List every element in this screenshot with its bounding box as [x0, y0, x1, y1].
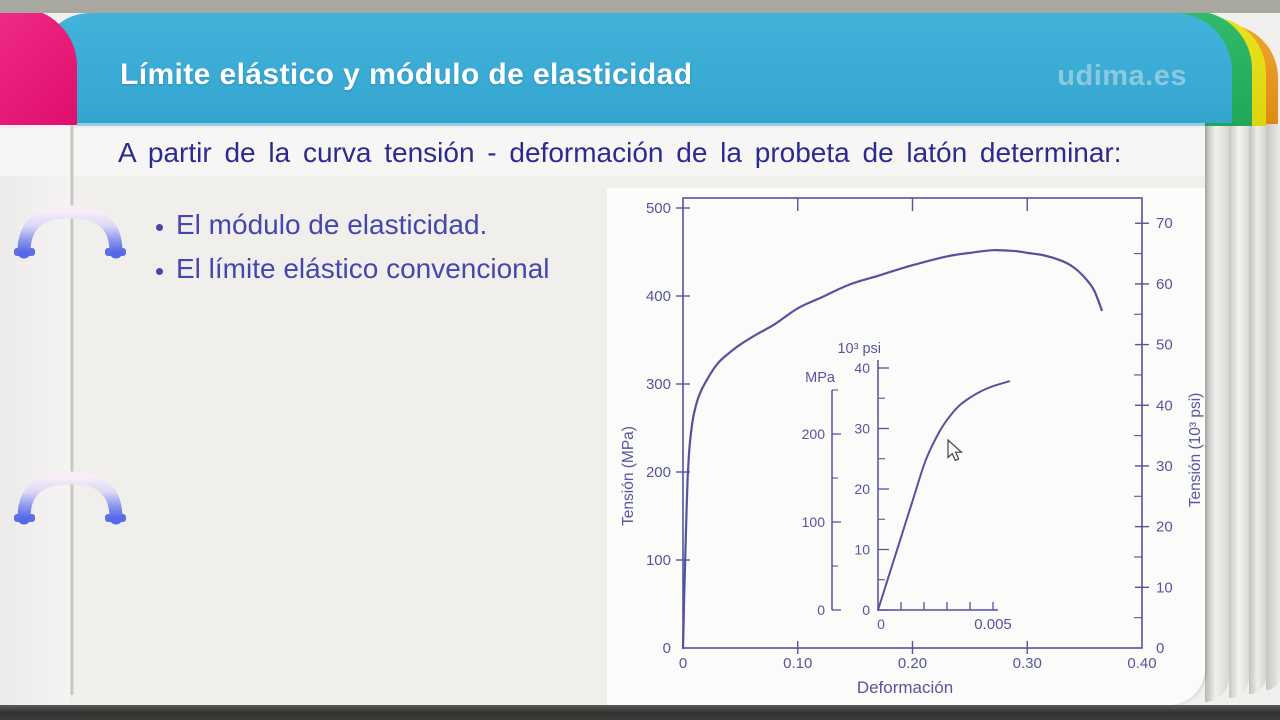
svg-text:10: 10: [854, 541, 870, 558]
svg-text:200: 200: [645, 464, 671, 481]
svg-text:0.30: 0.30: [1012, 655, 1042, 672]
svg-text:10³ psi: 10³ psi: [837, 341, 881, 357]
svg-text:0.40: 0.40: [1127, 655, 1157, 672]
svg-text:300: 300: [645, 376, 671, 393]
page-edge-4: [1266, 124, 1280, 690]
svg-text:400: 400: [645, 288, 671, 305]
svg-text:0: 0: [817, 602, 825, 618]
svg-text:500: 500: [645, 200, 671, 217]
brand-watermark: udima.es: [1057, 60, 1187, 92]
slide-subtitle: A partir de la curva tensión - deformación de la probeta de latón determinar:: [118, 137, 1122, 168]
svg-text:60: 60: [1156, 275, 1173, 293]
svg-text:30: 30: [854, 420, 870, 437]
page-edge-1: [1205, 124, 1229, 702]
svg-text:10: 10: [1156, 579, 1173, 597]
binder-ring-icon: [12, 471, 128, 527]
page-edge-2: [1229, 124, 1249, 698]
svg-text:30: 30: [1156, 457, 1173, 475]
svg-text:MPa: MPa: [805, 370, 835, 386]
page-edge-3: [1249, 124, 1266, 694]
slide-top-edge: [0, 0, 1280, 13]
svg-text:0: 0: [662, 640, 671, 657]
svg-text:100: 100: [801, 514, 825, 530]
svg-text:0: 0: [678, 655, 688, 672]
svg-text:0.10: 0.10: [783, 655, 813, 672]
svg-text:0: 0: [1156, 640, 1165, 657]
svg-text:Tensión (MPa): Tensión (MPa): [620, 426, 637, 526]
bullet-item: • El módulo de elasticidad.: [176, 206, 550, 243]
svg-text:20: 20: [1156, 518, 1173, 536]
svg-text:100: 100: [645, 552, 671, 569]
svg-text:40: 40: [854, 360, 870, 376]
binder-ring-icon: [12, 205, 128, 261]
svg-text:0.005: 0.005: [974, 616, 1012, 633]
bullet-list: [150, 206, 550, 294]
svg-text:70: 70: [1156, 215, 1173, 233]
header-underline: [77, 123, 1205, 126]
svg-text:Deformación: Deformación: [856, 678, 954, 697]
svg-text:50: 50: [1156, 336, 1173, 354]
svg-text:200: 200: [801, 426, 825, 442]
svg-text:0.20: 0.20: [897, 655, 928, 672]
svg-text:0: 0: [877, 616, 885, 632]
chart-panel: [607, 188, 1205, 705]
mouse-cursor-icon: [948, 440, 961, 460]
svg-text:0: 0: [862, 602, 870, 618]
bullet-item: • El límite elástico convencional: [176, 250, 550, 287]
stress-strain-chart: [607, 188, 1205, 705]
slide-bottom-edge: [0, 705, 1280, 720]
svg-text:20: 20: [854, 481, 870, 497]
slide-title: Límite elástico y módulo de elasticidad: [120, 58, 693, 91]
svg-text:Tensión (10³ psi): Tensión (10³ psi): [1187, 392, 1204, 508]
slide-header: [40, 13, 1232, 123]
svg-text:40: 40: [1156, 397, 1173, 415]
